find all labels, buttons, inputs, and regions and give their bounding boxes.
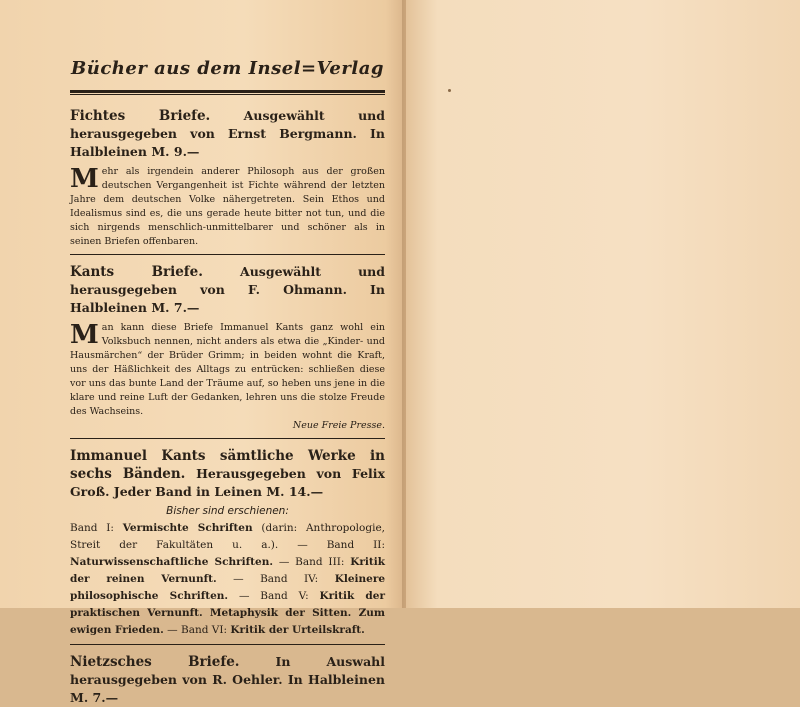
entry-details: Ausgewählt und herausgegeben von F. Ohmann. In Halbleinen M. 7.— [70,264,385,315]
entry-details: Herausgegeben von Felix Groß. Jeder Band in Leinen M. 14.— [70,466,386,499]
entry-heading [70,107,385,161]
entry-text: ehr als irgendein anderer Philosoph aus der großen deutschen Vergangenheit ist Fichte während der letzten Jahre dem deutschen Volke nähergetreten. Sein Ethos und Idealismus sind es, die uns gerade heute bitter not tun, und die sich nirgends menschlich-unmittelbarer und schöner als in seinen Briefen offenbaren. [70,166,385,247]
volume-title: Naturwissenschaftliche Schriften. [70,556,273,568]
volume-title: Kritik der praktischen Vernunft. Metaphysik der Sitten. Zum ewigen Frieden. [70,590,385,636]
volume-band: Band VI: [181,624,228,636]
paper-speck [448,89,451,92]
entry-title: Immanuel Kants sämtliche Werke in sechs Bänden. [70,448,385,482]
volume-band: Band III: [295,556,345,568]
volume-note: — [238,590,250,602]
entry-text: an kann diese Briefe Immanuel Kants ganz wohl ein Volksbuch nennen, nicht anders als etwa die „Kinder- und Hausmärchen“ der Brüder Grimm; in beiden wohnt die Kraft, uns der Häßlichkeit des Alltags zu entrücken: schließen diese vor uns das bunte Land der Träume auf, so heben uns jene in die klare und reine Luft der Gedanken, lehren uns die stolze Freude des Wachseins. [70,322,385,417]
entry-heading [70,653,385,707]
entry-title: Fichtes Briefe. [70,108,211,124]
entry-description [70,321,385,433]
entry-details: In Auswahl herausgegeben von R. Oehler. In Halbleinen M. 7.— [70,654,386,705]
divider [70,644,385,645]
volume-band: Band V: [260,590,309,602]
quote-source: Neue Freie Presse. [292,420,385,431]
volume-title: Kleinere philosophische Schriften. [70,573,386,602]
drop-cap: M [70,164,99,194]
volume-title: Vermischte Schriften [122,522,253,534]
volume-note: (darin: Anthropologie, Streit der Fakultäten u. a.). — [70,522,385,551]
entry-nietzsche [70,653,385,707]
title-rule [70,90,385,95]
entry-kant-briefe [70,263,385,433]
right-page-blank [406,0,800,608]
volume-title: Kritik der reinen Vernunft. [70,556,385,585]
entry-heading [70,447,385,501]
entry-title: Nietzsches Briefe. [70,654,240,670]
page-title: Bücher aus dem Insel=Verlag [71,58,384,79]
entry-kant-werke [70,447,385,639]
entry-description [70,165,385,249]
volume-note: — [167,624,178,636]
volume-title: Kritik der Urteilskraft. [230,624,365,636]
volume-band: Band II: [326,539,385,551]
drop-cap: M [70,320,99,350]
volume-note: — [233,573,244,585]
page-content [70,58,385,707]
divider [70,254,385,255]
volumes-subheading: Bisher sind erschienen: [166,505,289,517]
entry-details: Ausgewählt und herausgegeben von Ernst Bergmann. In Halbleinen M. 9.— [70,108,385,159]
entry-fichte [70,107,385,249]
divider [70,438,385,439]
entry-title: Kants Briefe. [70,264,203,280]
entry-heading [70,263,385,317]
volume-list [70,520,385,639]
volume-band: Band IV: [260,573,319,585]
volume-band: Band I: [70,522,114,534]
volume-note: — [278,556,290,568]
